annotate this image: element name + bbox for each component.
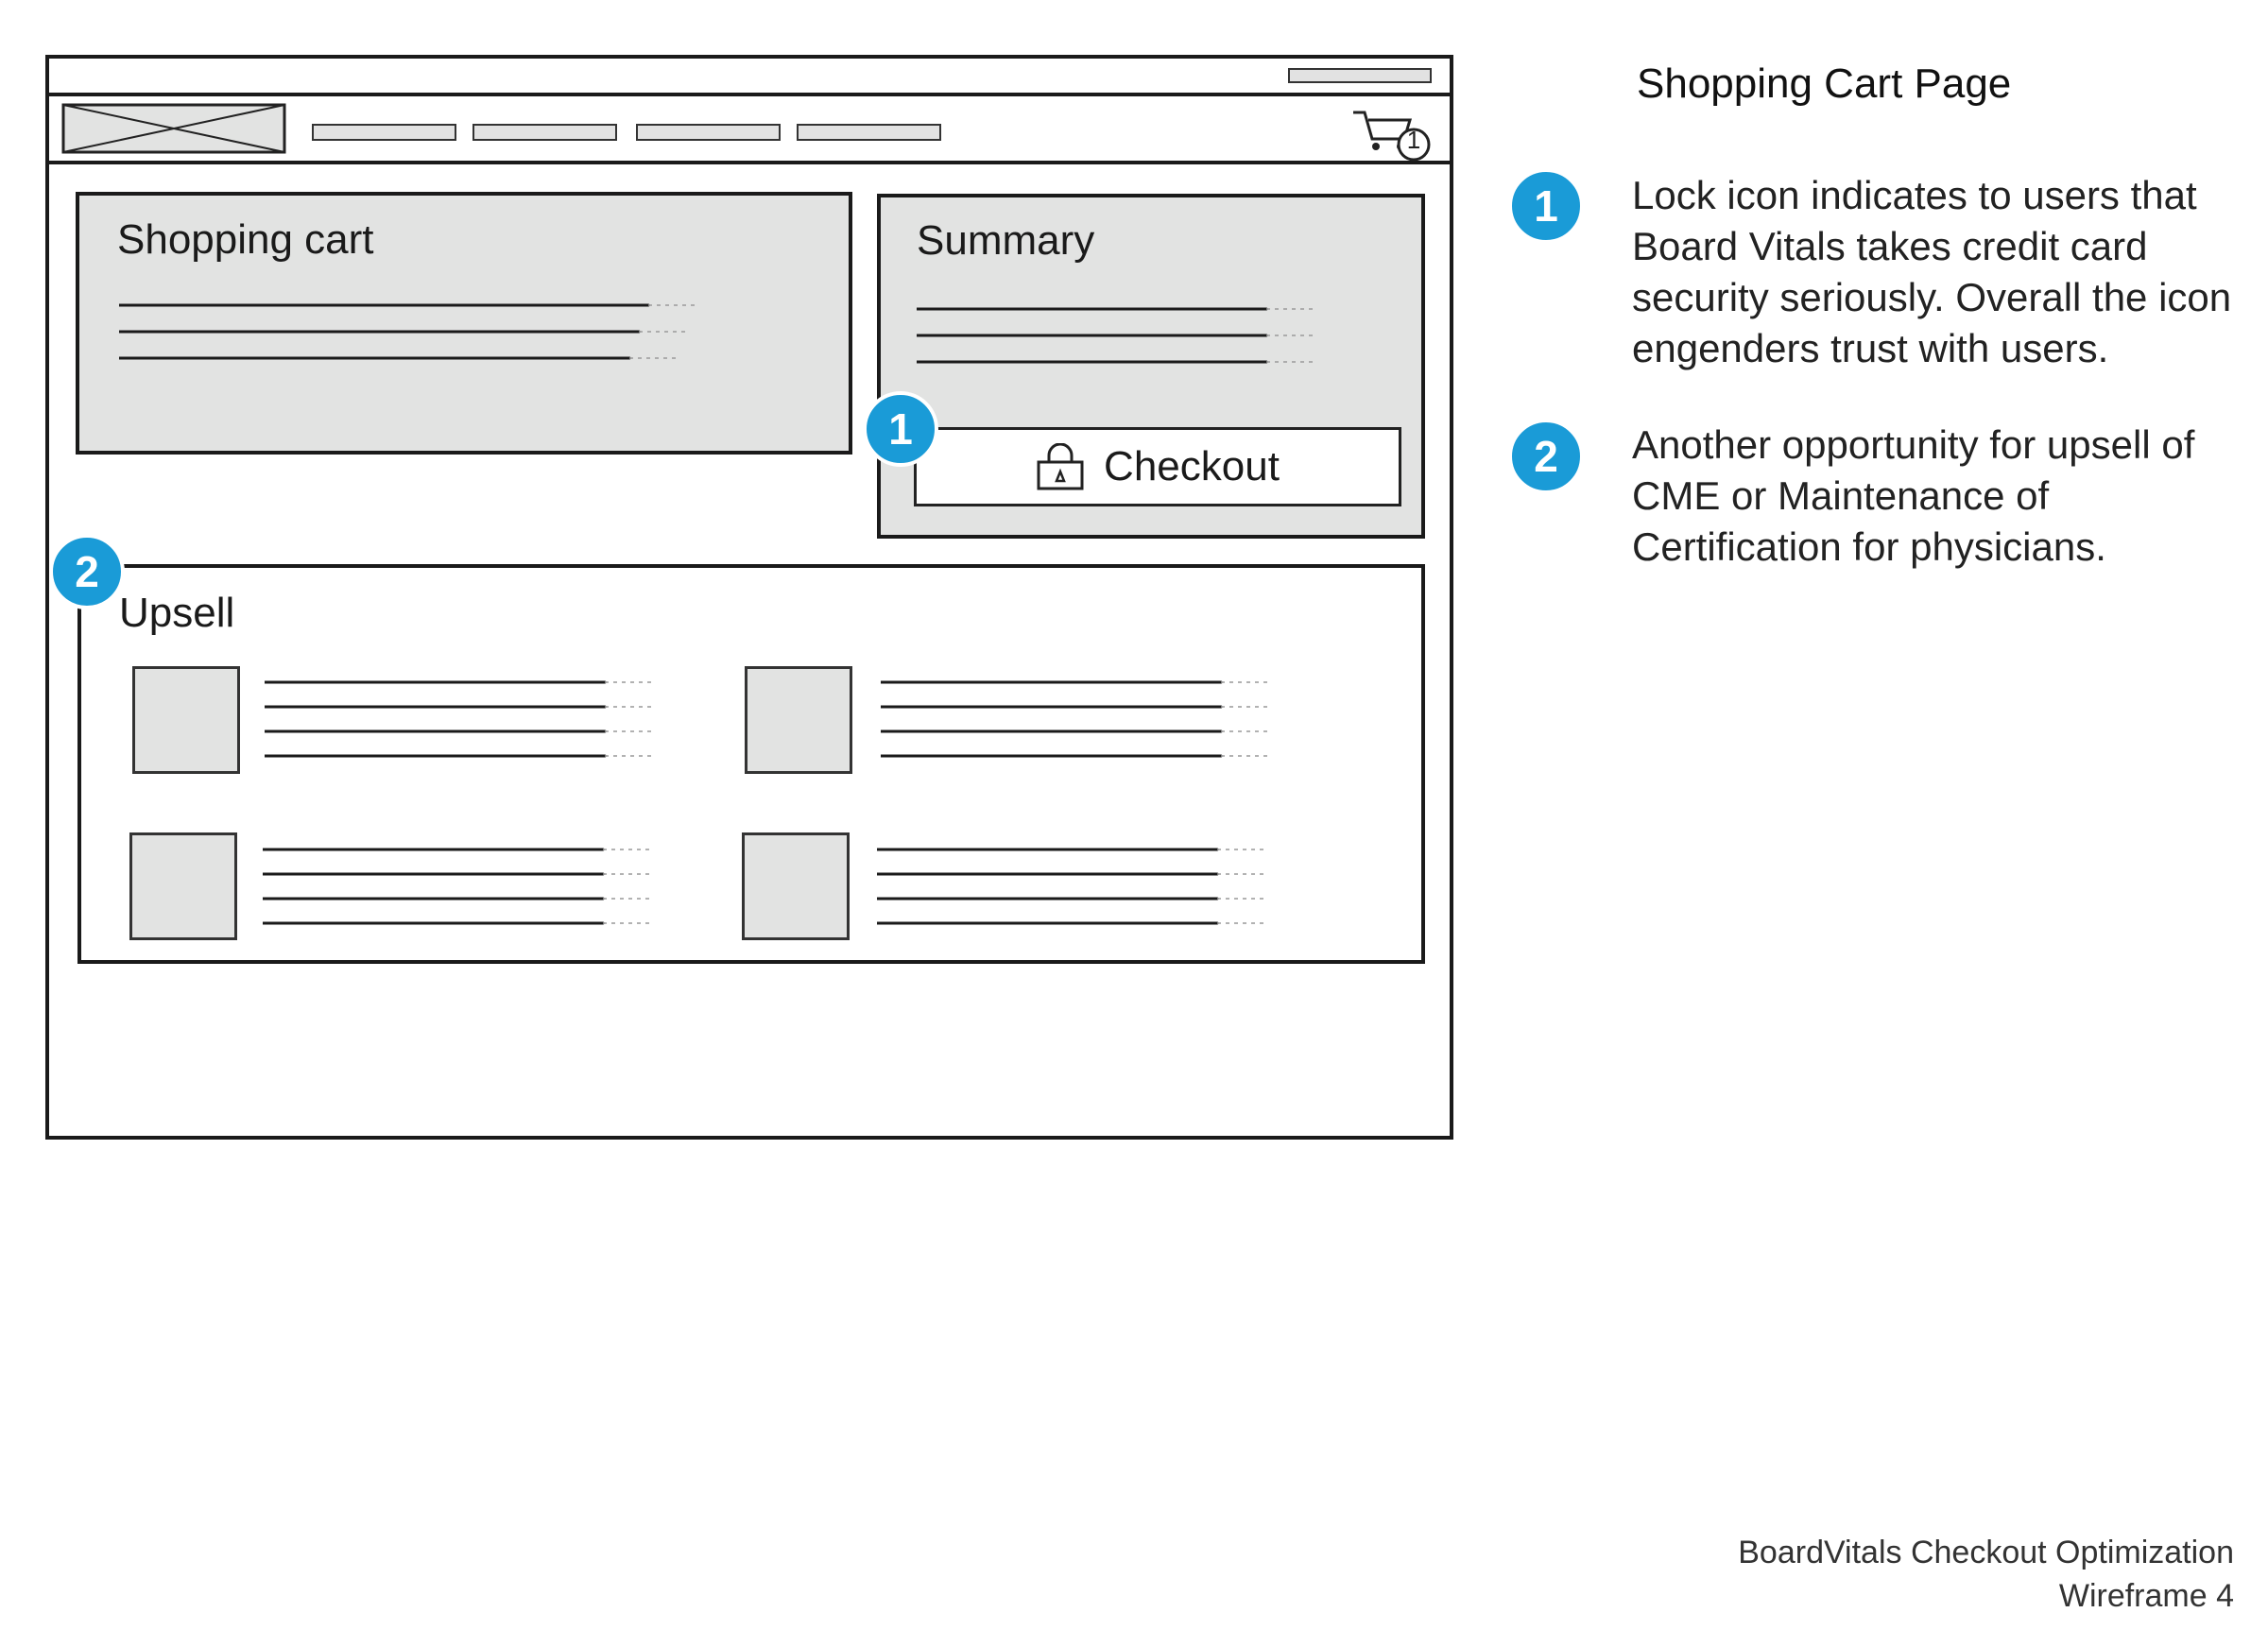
annotation-heading: Shopping Cart Page (1637, 60, 2012, 107)
footer-project: BoardVitals Checkout Optimization (1738, 1535, 2234, 1570)
placeholder-text-lines (119, 298, 705, 364)
top-utility-link[interactable] (1288, 68, 1432, 83)
note-1-text: Lock icon indicates to users that Board Vitals takes credit card security seriously. Overall the icon engenders trust with users. (1632, 173, 2232, 370)
logo-placeholder-icon[interactable] (61, 103, 286, 154)
callout-badge-1: 1 (863, 391, 938, 467)
upsell-product-image[interactable] (745, 666, 852, 774)
topbar-divider (45, 93, 1453, 96)
placeholder-text-lines (917, 301, 1323, 368)
placeholder-text-lines (263, 844, 660, 929)
lock-icon (1036, 443, 1085, 490)
upsell-panel (77, 564, 1425, 964)
upsell-product-image[interactable] (132, 666, 240, 774)
nav-item-3[interactable] (636, 124, 781, 141)
navbar-divider (45, 161, 1453, 164)
placeholder-text-lines (877, 844, 1274, 929)
placeholder-text-lines (881, 677, 1278, 762)
nav-item-4[interactable] (797, 124, 941, 141)
shopping-cart-title: Shopping cart (117, 216, 374, 263)
footer-wireframe-label: Wireframe 4 (2058, 1578, 2234, 1614)
cart-count: 1 (1406, 126, 1421, 154)
summary-title: Summary (917, 217, 1095, 264)
footer (1738, 1531, 2234, 1618)
note-badge-2: 2 (1508, 419, 1584, 494)
note-2-text: Another opportunity for upsell of CME or Maintenance of Certification for physicians. (1632, 422, 2195, 569)
checkout-button[interactable] (914, 427, 1401, 506)
shopping-cart-panel (76, 192, 852, 455)
placeholder-text-lines (265, 677, 662, 762)
upsell-product-image[interactable] (742, 832, 850, 940)
nav-item-1[interactable] (312, 124, 456, 141)
checkout-label: Checkout (1104, 443, 1280, 489)
nav-item-2[interactable] (472, 124, 617, 141)
note-badge-1: 1 (1508, 168, 1584, 244)
cart-button[interactable] (1351, 107, 1431, 162)
upsell-product-image[interactable] (129, 832, 237, 940)
upsell-title: Upsell (119, 590, 235, 636)
callout-badge-2: 2 (49, 534, 125, 609)
